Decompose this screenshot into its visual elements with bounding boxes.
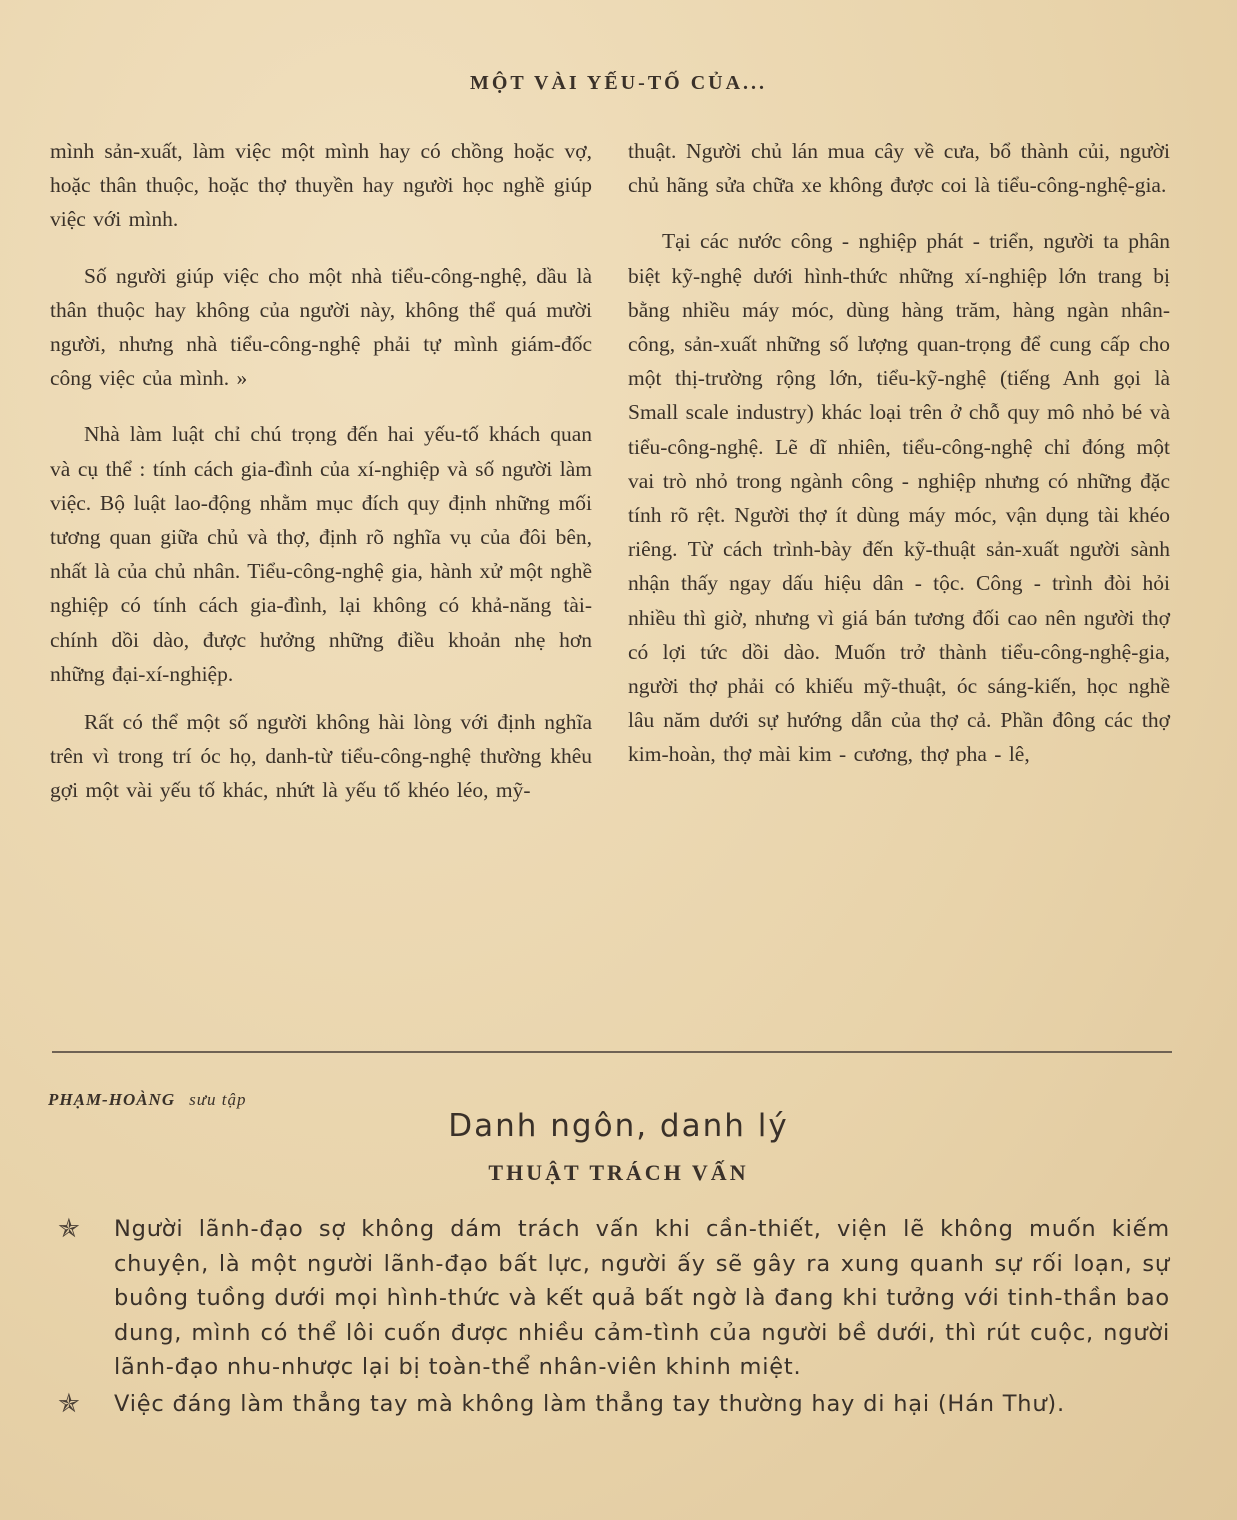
quote-item bbox=[50, 1212, 1170, 1385]
paragraph: Số người giúp việc cho một nhà tiểu-công-nghệ, dầu là thân thuộc hay không của người này, không thể quá mười người, nhưng nhà tiểu-công-nghệ phải tự mình giám-đốc công việc của mình. » bbox=[50, 263, 592, 391]
quote-text: Việc đáng làm thẳng tay mà không làm thẳng tay thường hay di hại (Hán Thư). bbox=[114, 1390, 1065, 1417]
quote-list bbox=[50, 1212, 1170, 1423]
paragraph: thuật. Người chủ lán mua cây về cưa, bổ thành củi, người chủ hãng sửa chữa xe không được coi là tiểu-công-nghệ-gia. bbox=[628, 139, 1170, 198]
compiler-note: sưu tập bbox=[189, 1090, 247, 1109]
section-subtitle: THUẬT TRÁCH VẤN bbox=[488, 1160, 749, 1185]
left-column bbox=[50, 134, 592, 808]
quote-item bbox=[50, 1387, 1170, 1422]
paragraph: Nhà làm luật chỉ chú trọng đến hai yếu-tố khách quan và cụ thể : tính cách gia-đình của xí-nghiệp và số người làm việc. Bộ luật lao-động nhằm mục đích quy định những mối tương quan giữa chủ và thợ, định rõ nghĩa vụ của đôi bên, nhất là của chủ nhân. Tiểu-công-nghệ gia, hành xử một nghề nghiệp có tính cách gia-đình, lại không có khả-năng tài-chính dồi dào, được hưởng những điều khoản nhẹ hơn những đại-xí-nghiệp. bbox=[50, 422, 592, 686]
compiler-name: PHẠM-HOÀNG bbox=[48, 1090, 176, 1109]
star-bullet-icon: ✯ bbox=[58, 1388, 81, 1419]
paragraph: Tại các nước công - nghiệp phát - triển, người ta phân biệt kỹ-nghệ dưới hình-thức những xí-nghiệp lớn trang bị bằng nhiều máy móc, dùng hàng trăm, hàng ngàn nhân-công, sản-xuất những số lượng quan-trọng để cung cấp cho một thị-trường rộng lớn, tiểu-kỹ-nghệ (tiếng Anh gọi là Small scale industry) khác loại trên ở chỗ quy mô nhỏ bé và tiểu-công-nghệ. Lẽ dĩ nhiên, tiểu-công-nghệ chỉ đóng một vai trò nhỏ trong ngành công - nghiệp nhưng có những đặc tính rõ rệt. Người thợ ít dùng máy móc, vận dụng tài khéo riêng. Từ cách trình-bày đến kỹ-thuật sản-xuất người sành nhận thấy ngay dấu hiệu dân - tộc. Công - trình đòi hỏi nhiều thì giờ, nhưng vì giá bán tương đối cao nên người thợ có lợi tức dồi dào. Muốn trở thành tiểu-công-nghệ-gia, người thợ phải có khiếu mỹ-thuật, óc sáng-kiến, học nghề lâu năm dưới sự hướng dẫn của thợ cả. Phần đông các thợ kim-hoàn, thợ mài kim - cương, thợ pha - lê, bbox=[628, 229, 1170, 767]
paragraph: mình sản-xuất, làm việc một mình hay có chồng hoặc vợ, hoặc thân thuộc, hoặc thợ thuyền hay người học nghề giúp việc với mình. bbox=[50, 139, 592, 232]
quote-text: Người lãnh-đạo sợ không dám trách vấn khi cần-thiết, viện lẽ không muốn kiếm chuyện, là một người lãnh-đạo bất lực, người ấy sẽ gây ra xung quanh sự rối loạn, sự buông tuồng dưới mọi hình-thức và kết quả bất ngờ là đang khi tưởng với tinh-thần bao dung, mình có thể lôi cuốn được nhiều cảm-tình của người bề dưới, thì rút cuộc, người lãnh-đạo nhu-nhược lại bị toàn-thể nhân-viên khinh miệt. bbox=[114, 1216, 1170, 1380]
compiler-credit bbox=[48, 1090, 247, 1110]
paragraph: Rất có thể một số người không hài lòng với định nghĩa trên vì trong trí óc họ, danh-từ tiểu-công-nghệ thường khêu gợi một vài yếu tố khác, nhứt là yếu tố khéo léo, mỹ- bbox=[50, 710, 592, 803]
star-bullet-icon: ✯ bbox=[58, 1214, 81, 1244]
section-divider bbox=[52, 1051, 1172, 1053]
section-title: Danh ngôn, danh lý bbox=[448, 1108, 789, 1144]
right-column bbox=[628, 134, 1170, 772]
running-title: MỘT VÀI YẾU-TỐ CỦA... bbox=[469, 72, 768, 94]
